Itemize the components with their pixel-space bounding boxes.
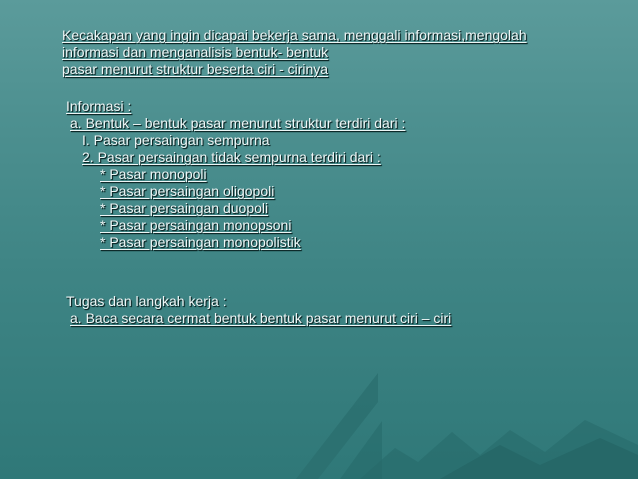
intro-line-1: Kecakapan yang ingin dicapai bekerja sama, menggali informasi,mengolah	[62, 27, 527, 43]
info-sub-item: * Pasar persaingan monopsoni	[100, 217, 292, 233]
info-sub-item: * Pasar persaingan duopoli	[100, 200, 269, 216]
intro-line-3: pasar menurut struktur beserta ciri - cirinya	[62, 61, 329, 77]
info-item-2: 2. Pasar persaingan tidak sempurna terdiri dari :	[82, 149, 381, 165]
tasks-item-a: a. Baca secara cermat bentuk bentuk pasar menurut ciri – ciri	[70, 310, 452, 326]
info-item-1: I. Pasar persaingan sempurna	[82, 132, 270, 148]
info-sub-item: * Pasar monopoli	[100, 166, 207, 182]
tasks-section	[62, 293, 451, 327]
info-section	[62, 98, 405, 251]
info-heading: Informasi :	[66, 98, 132, 114]
tasks-heading: Tugas dan langkah kerja :	[66, 293, 227, 309]
info-sub-item: * Pasar persaingan monopolistik	[100, 234, 301, 250]
info-sub-item: * Pasar persaingan oligopoli	[100, 183, 275, 199]
intro-paragraph	[62, 27, 527, 78]
intro-line-2: informasi dan menganalisis bentuk- bentuk	[62, 44, 329, 60]
info-item-a: a. Bentuk – bentuk pasar menurut struktur terdiri dari :	[70, 115, 406, 131]
